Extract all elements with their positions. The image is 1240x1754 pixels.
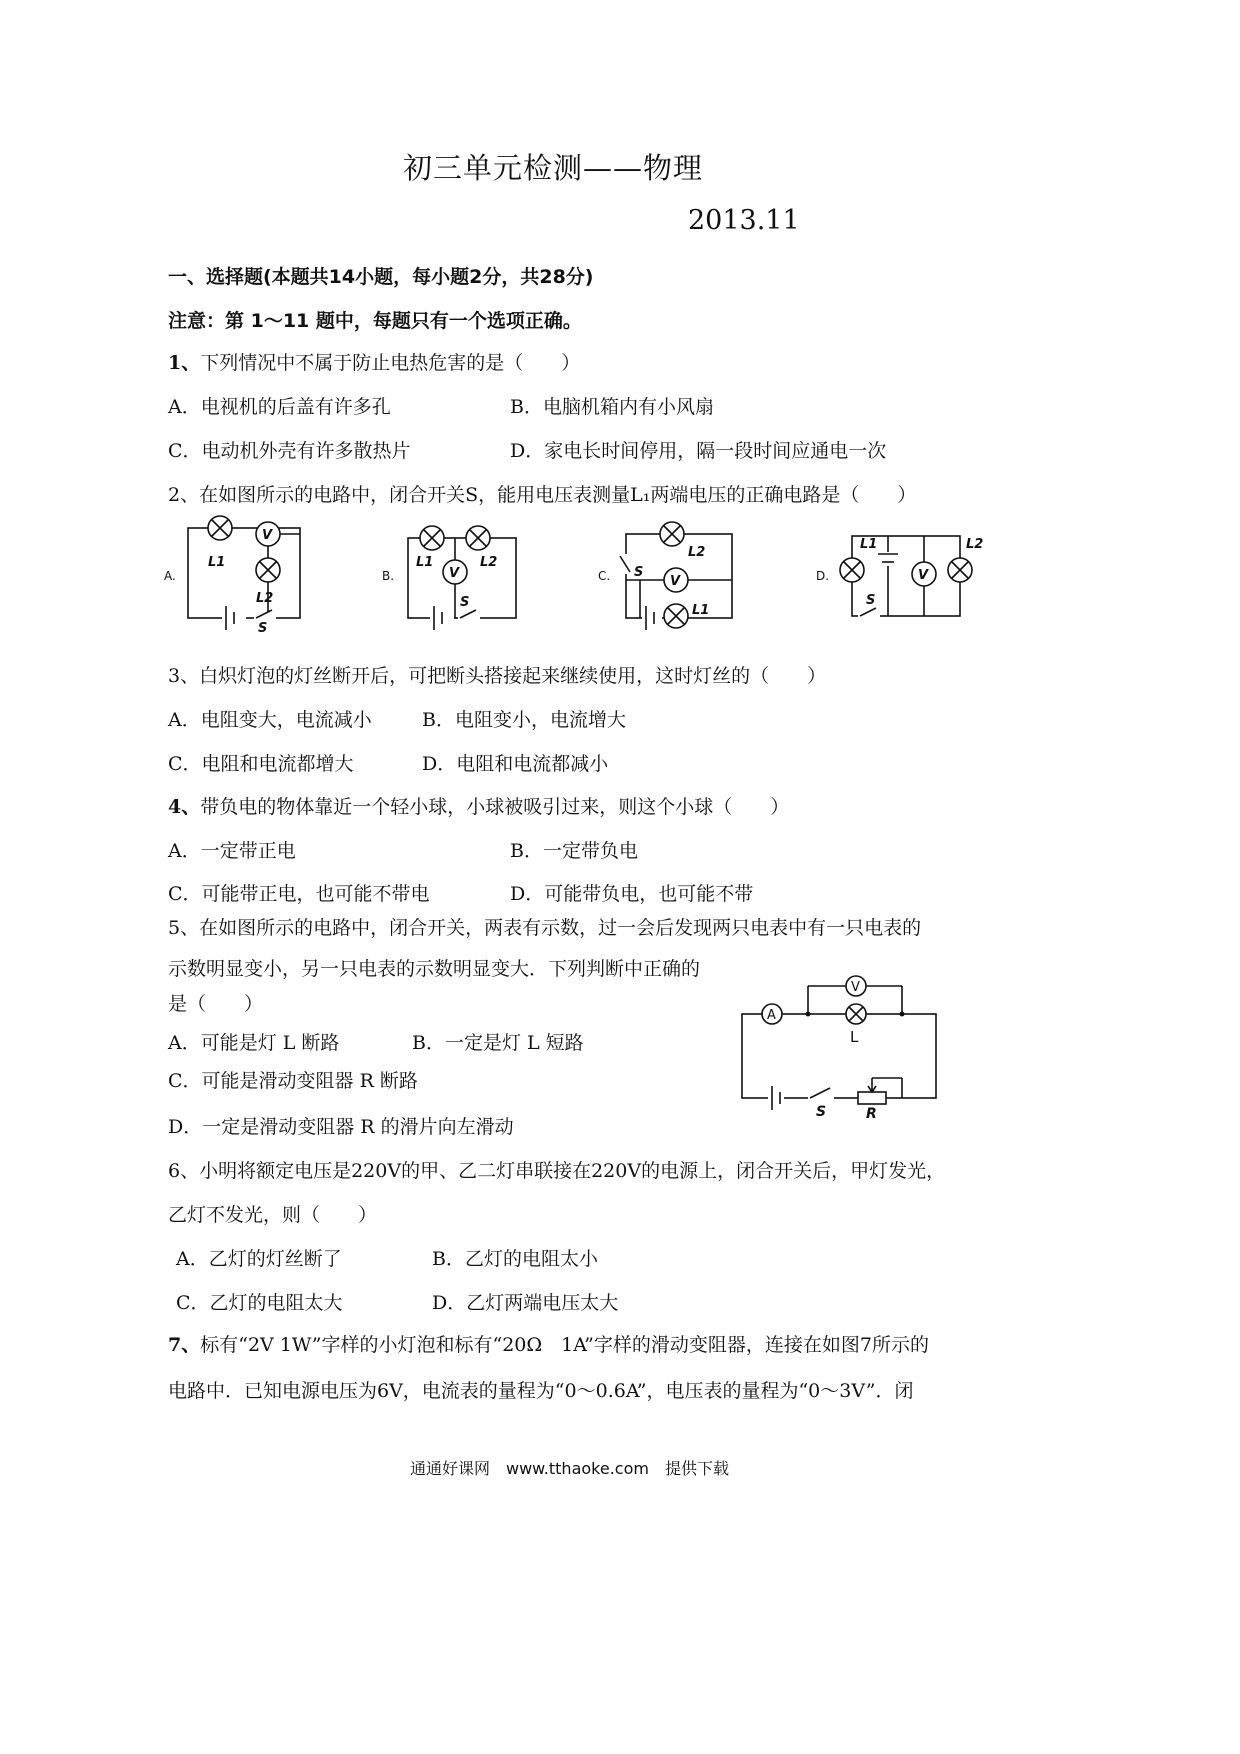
- question-2: [168, 480, 916, 507]
- question-text: 带负电的物体靠近一个轻小球，小球被吸引过来，则这个小球（ ）: [200, 796, 790, 818]
- q6-option-d: D．乙灯两端电压太大: [432, 1292, 619, 1314]
- q4-option-a: A．一定带正电: [168, 840, 296, 862]
- question-text: 小明将额定电压是220V的甲、乙二灯串联接在220V的电源上，闭合开关后，甲灯发光，: [199, 1160, 946, 1182]
- switch-label: S: [866, 593, 876, 608]
- question-text: 在如图所示的电路中，闭合开关S，能用电压表测量L₁两端电压的正确电路是（ ）: [199, 484, 917, 506]
- question-number: 5、: [168, 917, 200, 939]
- diagram-label-b: B.: [382, 569, 395, 583]
- diagram-label-a: A.: [164, 569, 176, 583]
- question-3: [168, 661, 826, 688]
- lamp-l1-label: L1: [416, 555, 434, 570]
- q3-option-c: C．电阻和电流都增大: [168, 753, 354, 775]
- q6-option-a: A．乙灯的灯丝断了: [176, 1248, 342, 1270]
- q1-option-b: B．电脑机箱内有小风扇: [510, 396, 714, 418]
- voltmeter-label: V: [262, 528, 273, 543]
- ammeter-label: A: [767, 1008, 776, 1023]
- question-6: [168, 1156, 945, 1183]
- q4-option-c: C．可能带正电，也可能不带电: [168, 883, 430, 905]
- voltmeter-label: V: [670, 574, 681, 589]
- q4-option-b: B．一定带负电: [510, 840, 638, 862]
- lamp-l2-label: L2: [256, 591, 274, 606]
- q4-option-d: D．可能带负电，也可能不带: [510, 883, 754, 905]
- lamp-label: L: [850, 1028, 859, 1046]
- voltmeter-label: V: [851, 980, 860, 995]
- question-number: 4、: [168, 796, 201, 818]
- q2-circuit-diagrams: [160, 512, 1000, 640]
- q5-circuit-diagram: [730, 966, 946, 1122]
- question-7: [168, 1330, 929, 1357]
- question-5-line-3: 是（ ）: [168, 993, 264, 1015]
- question-text: 标有“2V 1W”字样的小灯泡和标有“20Ω 1A”字样的滑动变阻器，连接在如图7所示的: [200, 1334, 929, 1356]
- question-text: 白炽灯泡的灯丝断开后，可把断头搭接起来继续使用，这时灯丝的（ ）: [199, 665, 827, 687]
- q5-option-d: D．一定是滑动变阻器 R 的滑片向左滑动: [168, 1116, 514, 1138]
- switch-label: S: [258, 621, 268, 636]
- question-number: 7、: [168, 1334, 201, 1356]
- lamp-l1-label: L1: [208, 555, 226, 570]
- question-5-line-2: 示数明显变小，另一只电表的示数明显变大．下列判断中正确的: [168, 958, 701, 980]
- q3-option-a: A．电阻变大，电流减小: [168, 709, 372, 731]
- question-number: 2、: [168, 484, 200, 506]
- q6-option-b: B．乙灯的电阻太小: [432, 1248, 598, 1270]
- q6-option-c: C．乙灯的电阻太大: [176, 1292, 343, 1314]
- lamp-l2-label: L2: [688, 545, 706, 560]
- circuit-a: [188, 516, 300, 630]
- question-number: 6、: [168, 1160, 200, 1182]
- voltmeter-label: V: [449, 566, 460, 581]
- question-1: [168, 348, 580, 375]
- lamp-l2-label: L2: [966, 537, 984, 552]
- q5-option-b: B．一定是灯 L 短路: [412, 1032, 584, 1054]
- diagram-label-d: D.: [816, 569, 830, 583]
- question-number: 3、: [168, 665, 200, 687]
- switch-label: S: [460, 595, 470, 610]
- question-text: 下列情况中不属于防止电热危害的是（ ）: [200, 352, 581, 374]
- question-5: [168, 913, 921, 940]
- q3-option-d: D．电阻和电流都减小: [422, 753, 609, 775]
- question-7-line-2: 电路中．已知电源电压为6V，电流表的量程为“0～0.6A”，电压表的量程为“0～3V”．闭: [168, 1380, 914, 1402]
- lamp-l2-label: L2: [480, 555, 498, 570]
- q3-option-b: B．电阻变小，电流增大: [422, 709, 626, 731]
- lamp-l1-label: L1: [692, 603, 710, 618]
- lamp-l1-label: L1: [860, 537, 878, 552]
- circuit-b: [408, 526, 516, 630]
- exam-date: 2013.11: [688, 205, 800, 236]
- q5-option-a: A．可能是灯 L 断路: [168, 1032, 340, 1054]
- switch-label: S: [816, 1104, 827, 1120]
- question-4: [168, 792, 789, 819]
- q1-option-d: D．家电长时间停用，隔一段时间应通电一次: [510, 440, 887, 462]
- section-heading: 一、选择题(本题共14小题，每小题2分，共28分): [168, 266, 594, 288]
- voltmeter-label: V: [918, 568, 929, 583]
- diagram-label-c: C.: [598, 569, 611, 583]
- question-6-line-2: 乙灯不发光，则（ ）: [168, 1204, 378, 1226]
- rheostat-label: R: [866, 1106, 877, 1122]
- q5-option-c: C．可能是滑动变阻器 R 断路: [168, 1070, 418, 1092]
- q1-option-a: A．电视机的后盖有许多孔: [168, 396, 391, 418]
- question-number: 1、: [168, 352, 201, 374]
- section-note: 注意：第 1～11 题中，每题只有一个选项正确。: [168, 310, 582, 332]
- switch-label: S: [634, 565, 644, 580]
- question-text: 在如图所示的电路中，闭合开关，两表有示数，过一会后发现两只电表中有一只电表的: [199, 917, 922, 939]
- page-title: 初三单元检测——物理: [403, 151, 704, 185]
- page-footer: 通通好课网 www.tthaoke.com 提供下载: [410, 1459, 729, 1478]
- q1-option-c: C．电动机外壳有许多散热片: [168, 440, 411, 462]
